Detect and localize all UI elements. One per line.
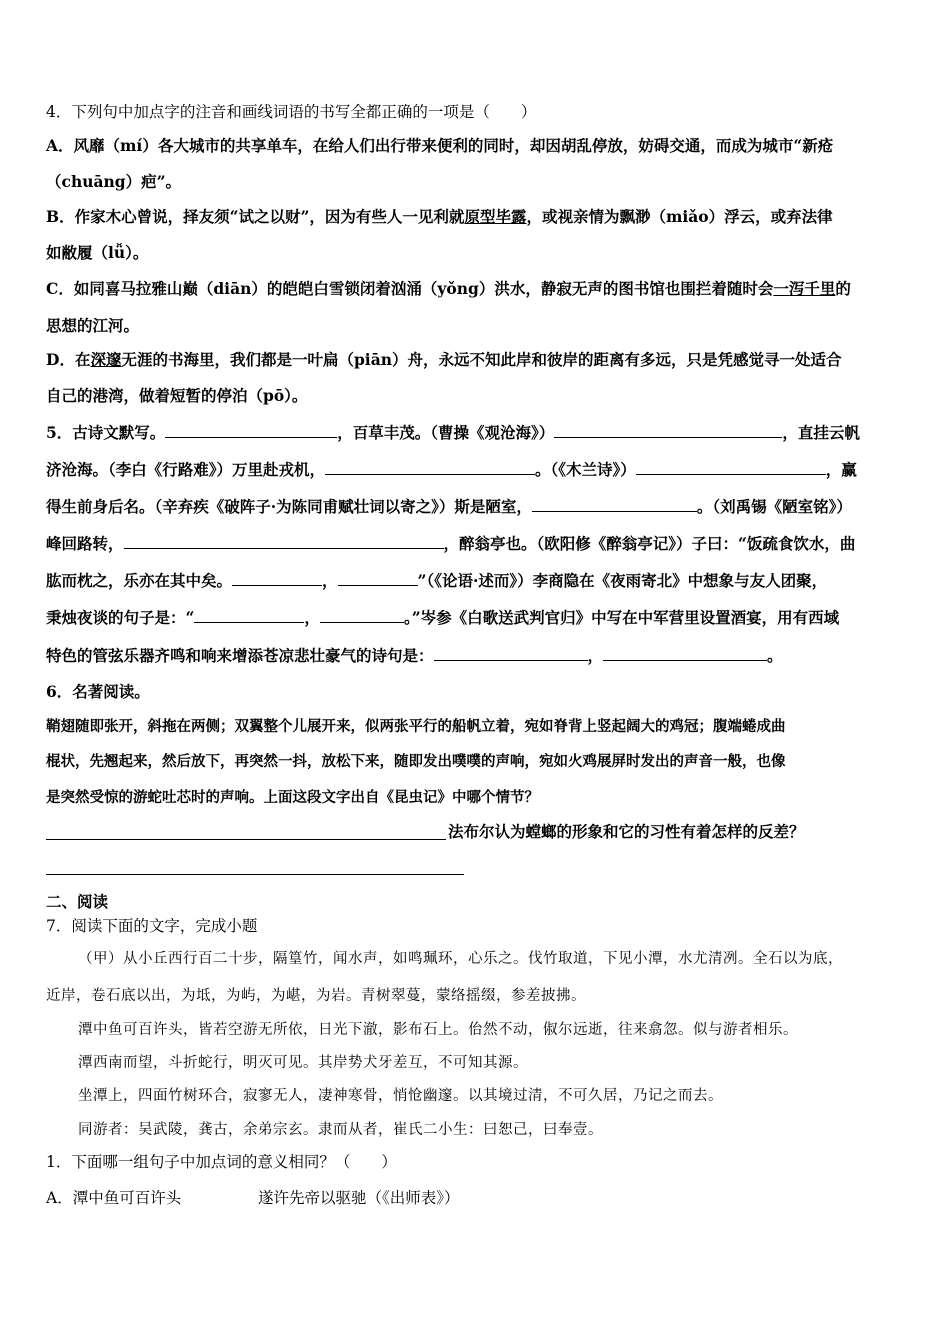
reading-paragraph-1-cont: 近岸，卷石底以出，为坻，为屿，为嵁，为岩。青树翠蔓，蒙络摇缀，参差披拂。	[46, 988, 586, 1004]
sub-question-1-option-a-compare: 遂许先帝以驱驰（《出师表》）	[258, 1189, 460, 1207]
q6-passage-line1: 鞘翅随即张开，斜拖在两侧；双翼整个儿展开来，似两张平行的船帆立着，宛如脊背上竖起阔大的鸡冠；腹端蜷成曲	[46, 718, 786, 735]
q5-line1	[46, 421, 912, 445]
q4-option-b-line2: 如敝履（lǚ）。	[46, 243, 149, 262]
q4-d-underlined: 深邃	[90, 350, 122, 369]
q5-text: 。（《木兰诗》）	[535, 460, 636, 479]
q4-b-underlined: 原型毕露	[464, 207, 527, 226]
q5-text: ”（《论语·述而》）李商隐在《夜雨寄北》中想象与友人团聚，	[417, 571, 828, 590]
answer-blank[interactable]	[320, 607, 404, 623]
q4-d-text-post: 无涯的书海里，我们都是一叶扁（piān）舟，永远不知此岸和彼岸的距离有多远，只是凭感觉寻一处适合	[121, 350, 842, 369]
reading-paragraph-3: 潭西南而望，斗折蛇行，明灭可见。其岸势犬牙差互，不可知其源。	[78, 1055, 528, 1071]
q5-line6	[46, 606, 912, 630]
q4-option-d-line1	[46, 348, 912, 372]
q5-text: 。”岑参《白歌送武判官归》中写在中军营里设置酒宴，用有西域	[403, 608, 840, 627]
q4-c-text-post: 的	[835, 279, 851, 298]
q4-c-underlined: 一泻千里	[773, 279, 836, 298]
q6-passage-line2: 棍状，先翘起来，然后放下，再突然一抖，放松下来，随即发出噗噗的声响，宛如火鸡展屏时发出的声音一般，也像	[46, 753, 786, 770]
q4-option-d-line2: 自己的港湾，做着短暂的停泊（pō）。	[46, 386, 308, 405]
q4-c-text-pre: C．如同喜马拉雅山巅（diān）的皑皑白雪锁闭着汹涌（yǒng）洪水，静寂无声的图书馆也围拦着随时会	[46, 279, 774, 298]
q5-title: 5．古诗文默写。	[46, 423, 166, 442]
q4-b-text-post: ，或视亲情为飘渺（miǎo）浮云，或弃法律	[526, 207, 833, 226]
q5-text: 峰回路转，	[46, 534, 124, 553]
q5-text: 得生前身后名。（辛弃疾《破阵子·为陈同甫赋壮词以寄之》）斯是陋室，	[46, 497, 532, 516]
q4-option-c-line2: 思想的江河。	[46, 316, 140, 335]
answer-line[interactable]	[46, 839, 446, 840]
answer-blank[interactable]	[194, 607, 304, 623]
q4-option-c-line1	[46, 277, 912, 301]
q5-text: ，	[304, 608, 320, 627]
q5-text: ，醉翁亭也。（欧阳修《醉翁亭记》）子曰：“饭疏食饮水，曲	[443, 534, 856, 553]
answer-blank[interactable]	[434, 645, 588, 661]
q5-text: ，	[322, 571, 338, 590]
reading-paragraph-4: 坐潭上，四面竹树环合，寂寥无人，凄神寒骨，悄怆幽邃。以其境过清，不可久居，乃记之而去。	[78, 1088, 723, 1104]
q5-text: 。	[767, 646, 783, 665]
q5-text: ，赢	[825, 460, 857, 479]
reading-paragraph-5: 同游者：吴武陵，龚古，余弟宗玄。隶而从者，崔氏二小生：曰恕己，曰奉壹。	[78, 1122, 603, 1138]
q4-d-text-pre: D．在	[46, 350, 91, 369]
answer-blank[interactable]	[124, 533, 444, 549]
q5-text: ，直挂云帆	[782, 423, 860, 442]
q5-text: 济沧海。（李白《行路难》）万里赴戎机，	[46, 460, 326, 479]
sub-question-1-option-a: A．潭中鱼可百许头	[46, 1189, 182, 1207]
answer-blank[interactable]	[554, 422, 782, 438]
q5-line3	[46, 495, 912, 519]
q4-b-text-pre: B．作家木心曾说，择友须“试之以财”，因为有些人一见利就	[46, 207, 465, 226]
reading-paragraph-2: 潭中鱼可百许头，皆若空游无所依，日光下澈，影布石上。佁然不动，俶尔远逝，往来翕忽。似与游者相乐。	[78, 1022, 798, 1038]
answer-blank[interactable]	[532, 496, 697, 512]
q5-line2	[46, 458, 912, 482]
q5-line4	[46, 532, 912, 556]
answer-blank[interactable]	[165, 422, 337, 438]
q7-stem: 7．阅读下面的文字，完成小题	[46, 917, 258, 935]
reading-paragraph-1: （甲）从小丘西行百二十步，隔篁竹，闻水声，如鸣珮环，心乐之。伐竹取道，下见小潭，水尤清冽。全石以为底，	[78, 951, 843, 967]
answer-blank[interactable]	[603, 645, 767, 661]
answer-line[interactable]	[46, 874, 464, 875]
q5-line7	[46, 644, 912, 668]
q5-text: 秉烛夜谈的句子是：“	[46, 608, 195, 627]
q5-text: ，	[587, 646, 604, 665]
q5-text: ，百草丰茂。（曹操《观沧海》）	[337, 423, 555, 442]
section-heading: 二、阅读	[46, 892, 109, 911]
answer-blank[interactable]	[338, 570, 418, 586]
q4-option-a-line2: （chuāng）疤”。	[46, 172, 182, 191]
q5-text: 肱而枕之，乐亦在其中矣。	[46, 571, 233, 590]
q6-question2: 法布尔认为螳螂的形象和它的习性有着怎样的反差？	[448, 822, 805, 841]
q4-option-b-line1	[46, 205, 912, 229]
q4-stem: 4．下列句中加点字的注音和画线词语的书写全都正确的一项是（ ）	[46, 103, 537, 121]
answer-blank[interactable]	[636, 459, 826, 475]
q6-passage-line3: 是突然受惊的游蛇吐芯时的声响。上面这段文字出自《昆虫记》中哪个情节？	[46, 789, 539, 806]
answer-blank[interactable]	[325, 459, 535, 475]
answer-blank[interactable]	[232, 570, 322, 586]
q5-text: 。（刘禹锡《陋室铭》）	[696, 497, 852, 516]
q6-title: 6．名著阅读。	[46, 682, 150, 701]
q5-text: 特色的管弦乐器齐鸣和响来增添苍凉悲壮豪气的诗句是：	[46, 646, 434, 665]
q4-option-a-line1: A．风靡（mí）各大城市的共享单车，在给人们出行带来便利的同时，却因胡乱停放，妨碍交通，而成为城市“新疮	[46, 136, 834, 155]
sub-question-1: 1．下面哪一组句子中加点词的意义相同？（ ）	[46, 1153, 397, 1171]
q5-line5	[46, 569, 912, 593]
